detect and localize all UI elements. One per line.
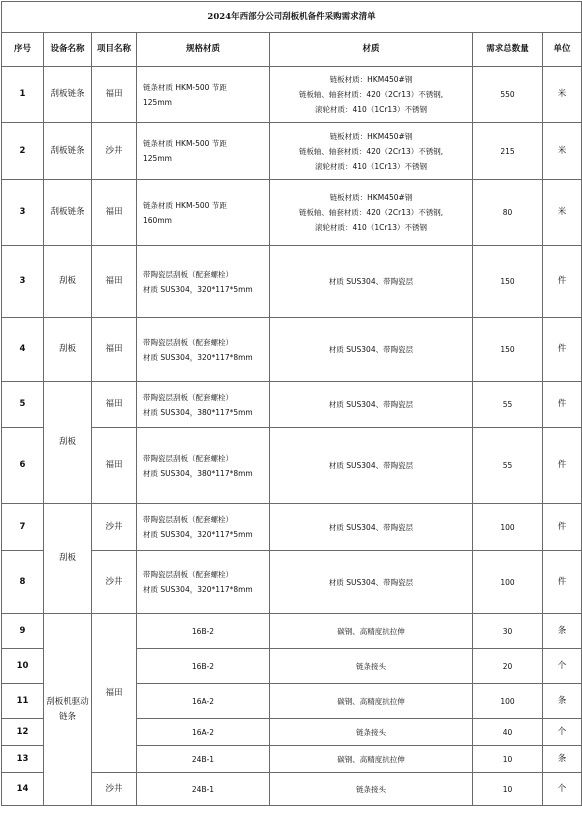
device-name: 刮板链条 bbox=[44, 180, 92, 246]
spec-cell-line: 16A-2 bbox=[192, 727, 214, 737]
spec-cell-line: 125mm bbox=[143, 154, 172, 163]
row-number: 10 bbox=[2, 649, 44, 684]
unit-cell: 件 bbox=[543, 318, 582, 382]
header-unit: 单位 bbox=[543, 33, 582, 67]
spec-cell bbox=[137, 614, 270, 649]
quantity-cell: 20 bbox=[473, 649, 543, 684]
material-cell-line: 材质 SUS304、带陶瓷层 bbox=[328, 461, 414, 470]
row-number: 2 bbox=[2, 123, 44, 180]
material-cell bbox=[270, 746, 473, 773]
header-project: 项目名称 bbox=[92, 33, 137, 67]
material-cell bbox=[270, 504, 473, 551]
project-name: 福田 bbox=[92, 318, 137, 382]
quantity-cell: 100 bbox=[473, 504, 543, 551]
spec-cell-line: 24B-1 bbox=[191, 784, 215, 794]
quantity-cell: 40 bbox=[473, 719, 543, 746]
spec-cell bbox=[137, 649, 270, 684]
spec-cell-line: 带陶瓷层刮板（配套螺栓） bbox=[143, 570, 233, 579]
spec-cell-line: 24B-1 bbox=[191, 754, 215, 764]
spec-cell bbox=[137, 428, 270, 504]
device-name: 刮板链条 bbox=[44, 123, 92, 180]
spec-cell-line: 链条材质 HKM-500 节距 bbox=[143, 139, 227, 148]
spec-cell-line: 16A-2 bbox=[192, 696, 214, 706]
project-name: 沙井 bbox=[92, 773, 137, 806]
spec-cell-line: 材质 SUS304，380*117*5mm bbox=[143, 407, 253, 417]
spec-cell bbox=[137, 773, 270, 806]
material-cell-line: 链板材质：HKM450#钢 bbox=[329, 75, 413, 84]
material-cell bbox=[270, 684, 473, 719]
spec-cell-line: 带陶瓷层刮板（配套螺栓） bbox=[143, 269, 233, 279]
material-cell-line: 滚轮材质：410（1Cr13）不锈钢 bbox=[315, 223, 427, 232]
unit-cell: 米 bbox=[543, 67, 582, 123]
table-row bbox=[2, 504, 582, 551]
quantity-cell: 215 bbox=[473, 123, 543, 180]
project-name: 福田 bbox=[92, 180, 137, 246]
spec-cell-line: 链条材质 HKM-500 节距 bbox=[143, 82, 227, 92]
title-row bbox=[2, 2, 582, 33]
header-device: 设备名称 bbox=[44, 33, 92, 67]
row-number: 4 bbox=[2, 318, 44, 382]
material-cell-line: 材质 SUS304、带陶瓷层 bbox=[328, 522, 414, 532]
material-cell bbox=[270, 551, 473, 614]
material-cell-line: 材质 SUS304、带陶瓷层 bbox=[328, 577, 414, 587]
material-cell-line: 链条接头 bbox=[356, 661, 386, 671]
table-row bbox=[2, 246, 582, 318]
material-cell-line: 链条接头 bbox=[356, 784, 386, 794]
procurement-table bbox=[1, 1, 582, 806]
spec-cell-line: 带陶瓷层刮板（配套螺栓） bbox=[143, 453, 233, 463]
device-name: 刮板 bbox=[44, 318, 92, 382]
material-cell-line: 链板材质：HKM450#钢 bbox=[329, 131, 413, 141]
spec-cell-line: 125mm bbox=[143, 97, 172, 107]
material-cell bbox=[270, 318, 473, 382]
spec-cell bbox=[137, 123, 270, 180]
row-number: 6 bbox=[2, 428, 44, 504]
material-cell-line: 材质 SUS304、带陶瓷层 bbox=[328, 277, 414, 286]
spec-cell-line: 16B-2 bbox=[191, 626, 215, 636]
material-cell bbox=[270, 180, 473, 246]
row-number: 11 bbox=[2, 684, 44, 719]
device-name: 刮板 bbox=[44, 504, 92, 614]
material-cell-line: 链板材质：HKM450#钢 bbox=[329, 193, 413, 202]
material-cell-line: 碳钢、高精度抗拉伸 bbox=[337, 754, 405, 764]
header-spec: 规格材质 bbox=[137, 33, 270, 67]
row-number: 9 bbox=[2, 614, 44, 649]
spec-cell-line: 材质 SUS304，320*117*8mm bbox=[143, 585, 253, 594]
unit-cell: 米 bbox=[543, 180, 582, 246]
device-name: 刮板 bbox=[44, 382, 92, 504]
quantity-cell: 100 bbox=[473, 551, 543, 614]
table-row bbox=[2, 382, 582, 428]
row-number: 3 bbox=[2, 180, 44, 246]
unit-cell: 条 bbox=[543, 684, 582, 719]
material-cell-line: 链板轴、轴套材质：420（2Cr13）不锈钢, bbox=[298, 146, 444, 156]
quantity-cell: 10 bbox=[473, 746, 543, 773]
unit-cell: 件 bbox=[543, 428, 582, 504]
device-name: 刮板机驱动链条 bbox=[44, 614, 92, 806]
unit-cell: 个 bbox=[543, 773, 582, 806]
page-title: 2024年西部分公司刮板机备件采购需求清单 bbox=[2, 2, 582, 33]
spec-cell bbox=[137, 382, 270, 428]
table-row bbox=[2, 123, 582, 180]
header-row bbox=[2, 33, 582, 67]
spec-cell bbox=[137, 719, 270, 746]
table-row bbox=[2, 180, 582, 246]
quantity-cell: 55 bbox=[473, 428, 543, 504]
quantity-cell: 30 bbox=[473, 614, 543, 649]
row-number: 13 bbox=[2, 746, 44, 773]
unit-cell: 件 bbox=[543, 246, 582, 318]
quantity-cell: 100 bbox=[473, 684, 543, 719]
project-name: 沙井 bbox=[92, 504, 137, 551]
material-cell-line: 碳钢、高精度抗拉伸 bbox=[337, 696, 405, 706]
quantity-cell: 150 bbox=[473, 318, 543, 382]
spec-cell-line: 带陶瓷层刮板（配套螺栓） bbox=[143, 392, 233, 402]
header-qty: 需求总数量 bbox=[473, 33, 543, 67]
material-cell-line: 链板轴、轴套材质：420（2Cr13）不锈钢, bbox=[298, 208, 444, 217]
spec-cell bbox=[137, 318, 270, 382]
spec-cell bbox=[137, 180, 270, 246]
unit-cell: 米 bbox=[543, 123, 582, 180]
table-row bbox=[2, 318, 582, 382]
material-cell bbox=[270, 246, 473, 318]
material-cell-line: 材质 SUS304、带陶瓷层 bbox=[328, 345, 414, 354]
unit-cell: 条 bbox=[543, 746, 582, 773]
quantity-cell: 10 bbox=[473, 773, 543, 806]
material-cell bbox=[270, 428, 473, 504]
table-row bbox=[2, 614, 582, 649]
spec-cell-line: 链条材质 HKM-500 节距 bbox=[143, 200, 227, 210]
unit-cell: 条 bbox=[543, 614, 582, 649]
material-cell bbox=[270, 649, 473, 684]
spec-cell-line: 材质 SUS304，380*117*8mm bbox=[143, 468, 253, 478]
spec-cell-line: 材质 SUS304，320*117*5mm bbox=[143, 530, 253, 539]
project-name: 福田 bbox=[92, 614, 137, 773]
spec-cell-line: 带陶瓷层刮板（配套螺栓） bbox=[143, 337, 233, 347]
project-name: 福田 bbox=[92, 67, 137, 123]
material-cell bbox=[270, 719, 473, 746]
spec-cell-line: 材质 SUS304，320*117*8mm bbox=[143, 352, 253, 362]
header-material: 材质 bbox=[270, 33, 473, 67]
row-number: 12 bbox=[2, 719, 44, 746]
header-no: 序号 bbox=[2, 33, 44, 67]
material-cell bbox=[270, 614, 473, 649]
material-cell bbox=[270, 382, 473, 428]
material-cell-line: 滚轮材质：410（1Cr13）不锈钢 bbox=[315, 161, 427, 171]
device-name: 刮板 bbox=[44, 246, 92, 318]
material-cell bbox=[270, 67, 473, 123]
spec-cell-line: 材质 SUS304，320*117*5mm bbox=[143, 284, 253, 294]
unit-cell: 个 bbox=[543, 719, 582, 746]
project-name: 福田 bbox=[92, 428, 137, 504]
spec-cell-line: 160mm bbox=[143, 215, 172, 225]
table-row bbox=[2, 67, 582, 123]
spec-cell bbox=[137, 67, 270, 123]
material-cell-line: 滚轮材质：410（1Cr13）不锈钢 bbox=[315, 105, 427, 114]
spec-cell-line: 带陶瓷层刮板（配套螺栓） bbox=[143, 515, 233, 524]
spec-cell bbox=[137, 746, 270, 773]
unit-cell: 件 bbox=[543, 551, 582, 614]
spec-cell bbox=[137, 504, 270, 551]
material-cell-line: 链板轴、轴套材质：420（2Cr13）不锈钢, bbox=[298, 90, 444, 99]
material-cell bbox=[270, 773, 473, 806]
unit-cell: 件 bbox=[543, 382, 582, 428]
spec-cell-line: 16B-2 bbox=[191, 661, 215, 671]
row-number: 7 bbox=[2, 504, 44, 551]
spec-cell bbox=[137, 684, 270, 719]
row-number: 8 bbox=[2, 551, 44, 614]
spec-cell bbox=[137, 551, 270, 614]
quantity-cell: 80 bbox=[473, 180, 543, 246]
material-cell bbox=[270, 123, 473, 180]
quantity-cell: 550 bbox=[473, 67, 543, 123]
row-number: 1 bbox=[2, 67, 44, 123]
material-cell-line: 碳钢、高精度抗拉伸 bbox=[337, 626, 405, 636]
project-name: 福田 bbox=[92, 246, 137, 318]
row-number: 14 bbox=[2, 773, 44, 806]
device-name: 刮板链条 bbox=[44, 67, 92, 123]
project-name: 沙井 bbox=[92, 123, 137, 180]
material-cell-line: 材质 SUS304、带陶瓷层 bbox=[328, 400, 414, 409]
quantity-cell: 55 bbox=[473, 382, 543, 428]
spec-cell bbox=[137, 246, 270, 318]
material-cell-line: 链条接头 bbox=[356, 727, 386, 737]
unit-cell: 个 bbox=[543, 649, 582, 684]
unit-cell: 件 bbox=[543, 504, 582, 551]
row-number: 5 bbox=[2, 382, 44, 428]
row-number: 3 bbox=[2, 246, 44, 318]
project-name: 福田 bbox=[92, 382, 137, 428]
quantity-cell: 150 bbox=[473, 246, 543, 318]
project-name: 沙井 bbox=[92, 551, 137, 614]
